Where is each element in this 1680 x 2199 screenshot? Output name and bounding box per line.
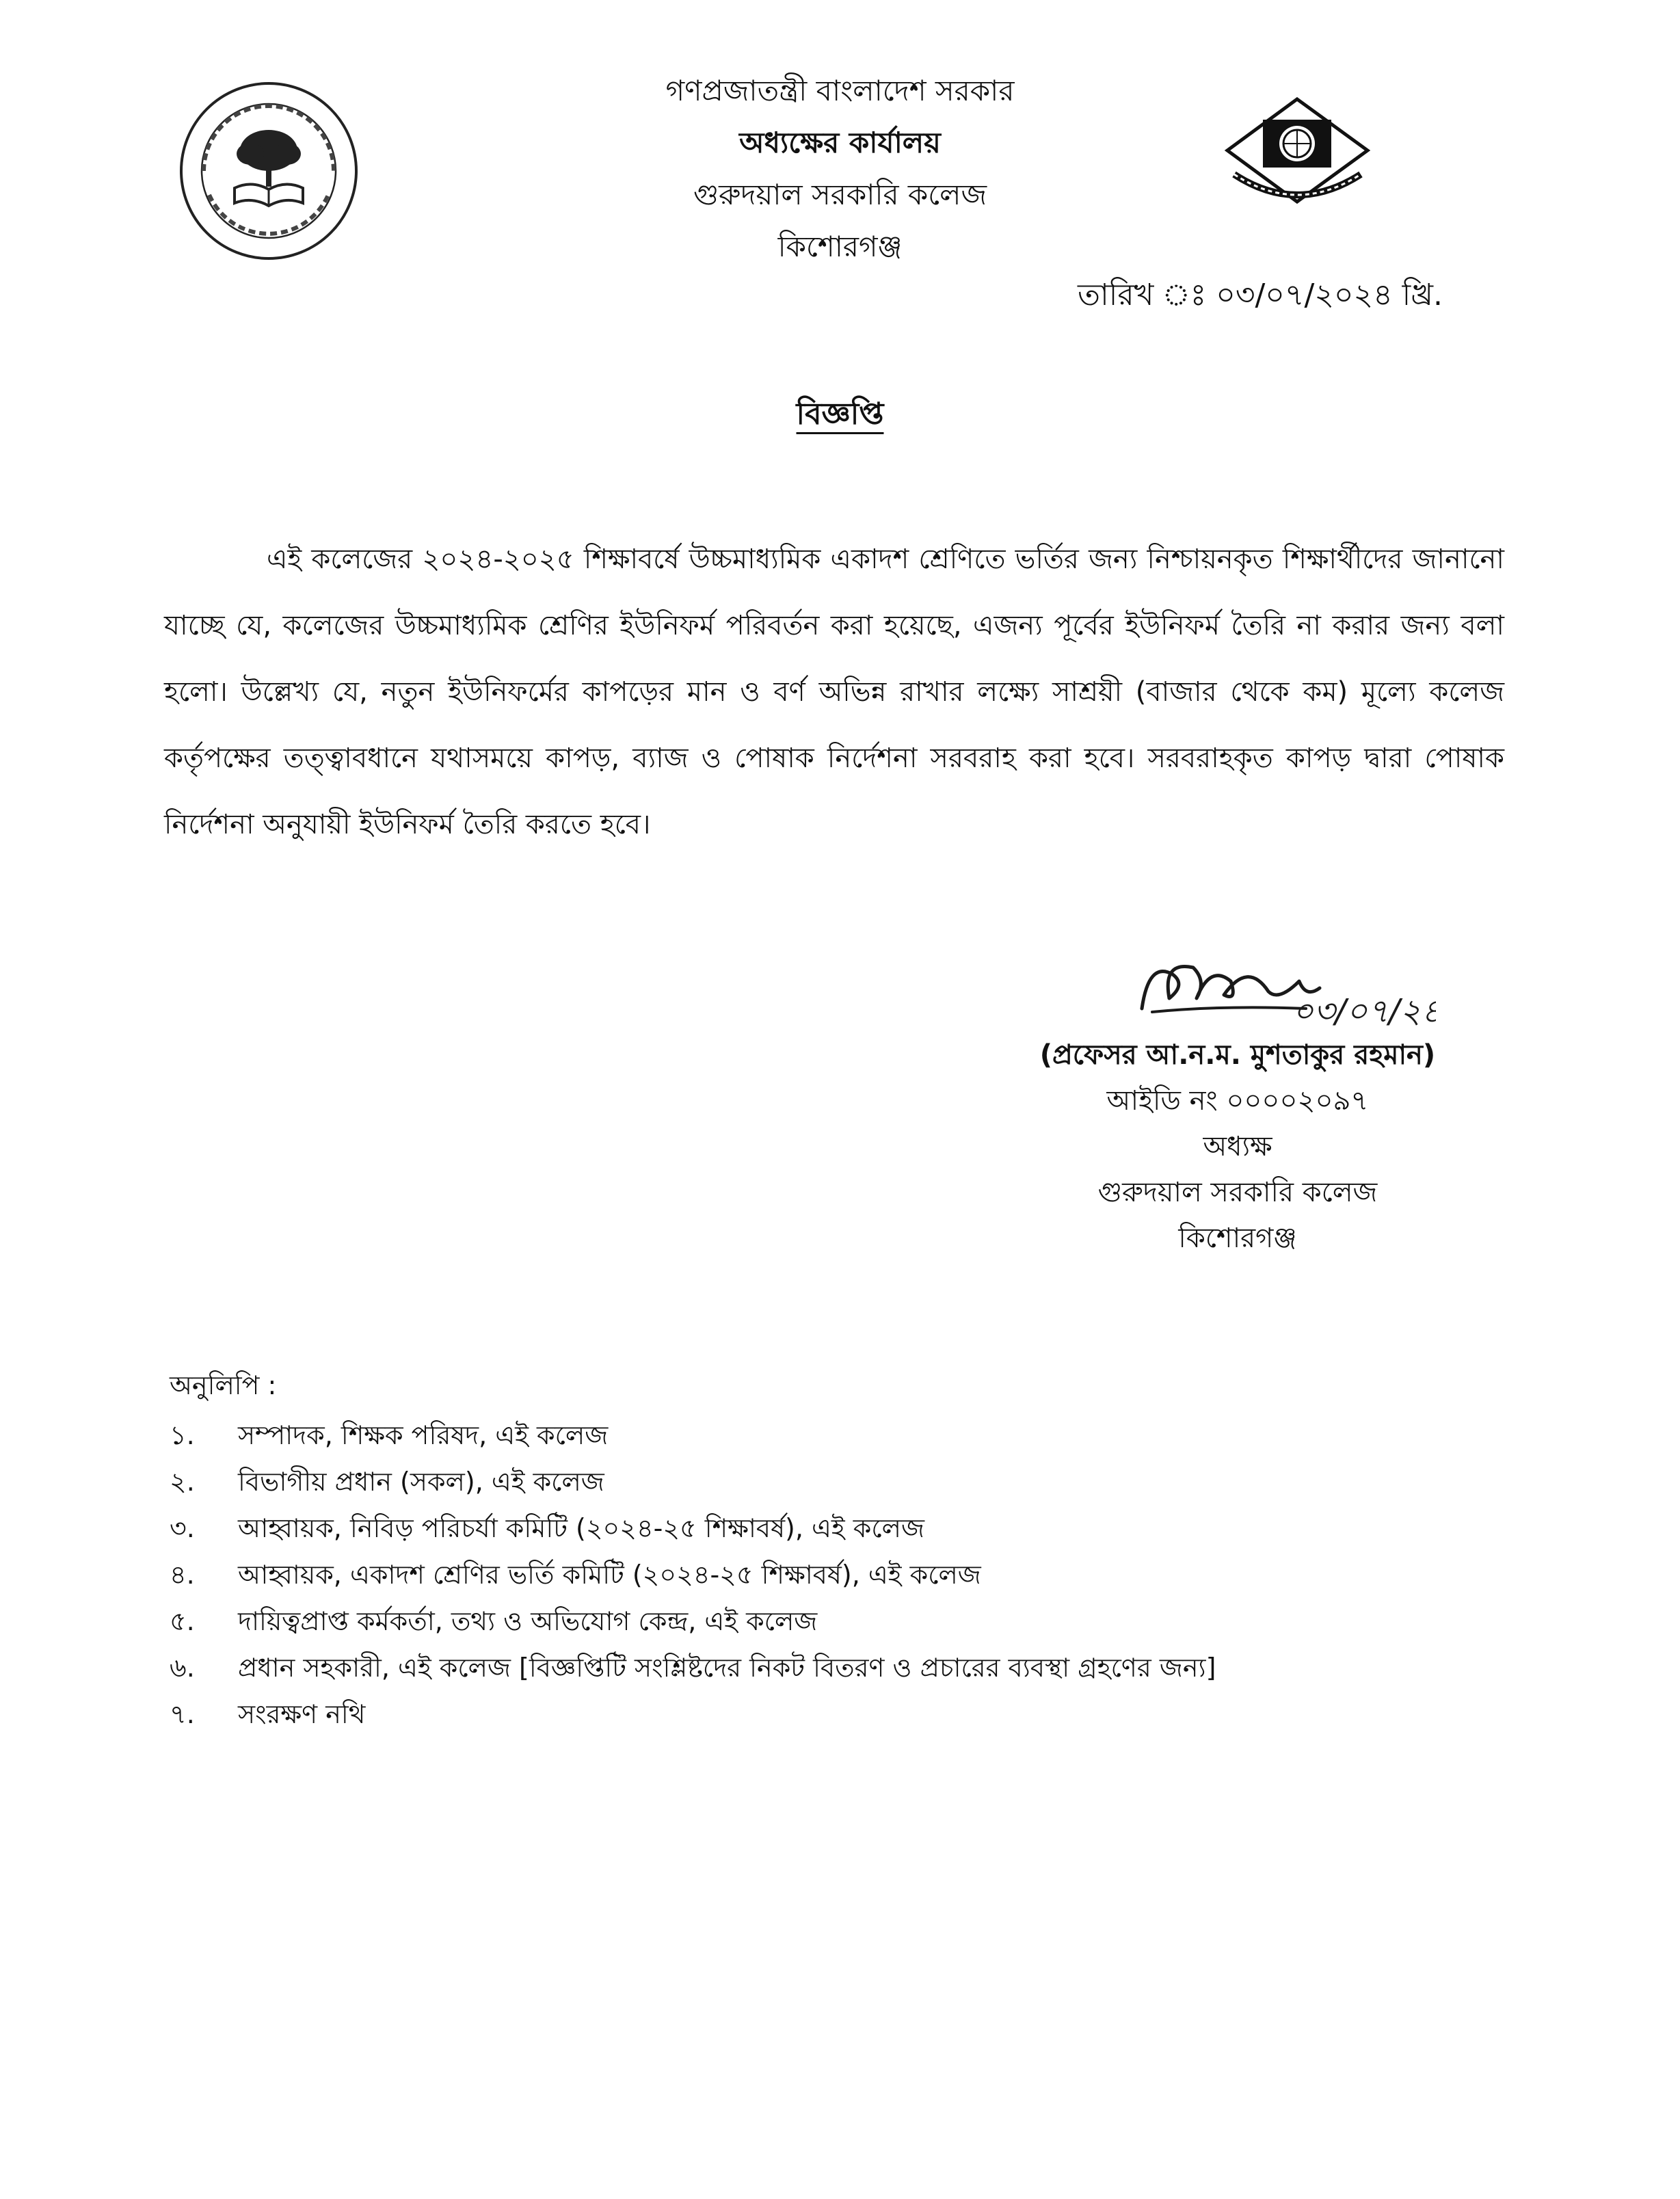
list-item	[170, 1691, 1216, 1737]
signatory-district: কিশোরগঞ্জ	[1178, 1223, 1297, 1254]
district-name: কিশোরগঞ্জ	[777, 230, 903, 263]
list-item-text: দায়িত্বপ্রাপ্ত কর্মকর্তা, তথ্য ও অভিযোগ কেন্দ্র, এই কলেজ	[238, 1606, 818, 1636]
signature-icon	[1121, 933, 1436, 1036]
list-item	[170, 1505, 1216, 1551]
list-item-text: বিভাগীয় প্রধান (সকল), এই কলেজ	[238, 1467, 604, 1497]
handwritten-signature	[1121, 933, 1436, 1036]
notice-body: এই কলেজের ২০২৪-২০২৫ শিক্ষাবর্ষে উচ্চমাধ্যমিক একাদশ শ্রেণিতে ভর্তির জন্য নিশ্চায়নকৃত শিক্ষার্থীদের জানানো যাচ্ছে যে, কলেজের উচ্চমাধ্যমিক শ্রেণির ইউনিফর্ম পরিবর্তন করা হয়েছে, এজন্য পূর্বের ইউনিফর্ম তৈরি না করার জন্য বলা হলো। উল্লেখ্য যে, নতুন ইউনিফর্মের কাপড়ের মান ও বর্ণ অভিন্ন রাখার লক্ষ্যে সাশ্রয়ী (বাজার থেকে কম) মূল্যে কলেজ কর্তৃপক্ষের তত্ত্বাবধানে যথাসময়ে কাপড়, ব্যাজ ও পোষাক নির্দেশনা সরবরাহ করা হবে। সরবরাহকৃত কাপড় দ্বারা পোষাক নির্দেশনা অনুযায়ী ইউনিফর্ম তৈরি করতে হবে।	[164, 544, 1504, 840]
signatory-designation: অধ্যক্ষ	[1203, 1131, 1272, 1162]
list-item-text: প্রধান সহকারী, এই কলেজ [বিজ্ঞপ্তিটি সংশ্লিষ্টদের নিকট বিতরণ ও প্রচারের ব্যবস্থা গ্রহণের জন্য]	[238, 1653, 1216, 1683]
list-item-text: সম্পাদক, শিক্ষক পরিষদ, এই কলেজ	[238, 1420, 609, 1450]
signatory-id: আইডি নং ০০০০২০৯৭	[1106, 1085, 1369, 1117]
list-item	[170, 1598, 1216, 1644]
list-item-number: ১.	[170, 1420, 195, 1450]
signatory-college: গুরুদয়াল সরকারি কলেজ	[1097, 1177, 1378, 1208]
list-item-text: সংরক্ষণ নথি	[238, 1699, 366, 1729]
letterhead	[0, 65, 1680, 273]
list-item	[170, 1458, 1216, 1505]
copies-title: অনুলিপি :	[170, 1370, 277, 1400]
government-name: গণপ্রজাতন্ত্রী বাংলাদেশ সরকার	[665, 74, 1015, 107]
list-item-text: আহ্বায়ক, নিবিড় পরিচর্যা কমিটি (২০২৪-২৫ শিক্ষাবর্ষ), এই কলেজ	[238, 1513, 924, 1543]
list-item-number: ২.	[170, 1467, 195, 1497]
list-item	[170, 1644, 1216, 1691]
list-item-number: ৩.	[170, 1513, 195, 1543]
copies-section	[170, 1364, 1216, 1737]
list-item	[170, 1412, 1216, 1458]
signatory-name: (প্রফেসর আ.ন.ম. মুশতাকুর রহমান)	[1039, 1039, 1436, 1071]
college-name: গুরুদয়াল সরকারি কলেজ	[693, 178, 987, 211]
handwritten-date: ০৩/০৭/২৪	[1292, 992, 1436, 1030]
list-item-number: ৪.	[170, 1560, 195, 1590]
office-name: অধ্যক্ষের কার্যালয়	[739, 126, 941, 159]
list-item-text: আহ্বায়ক, একাদশ শ্রেণির ভর্তি কমিটি (২০২৪-২৫ শিক্ষাবর্ষ), এই কলেজ	[238, 1560, 981, 1590]
signature-block	[957, 1032, 1518, 1262]
list-item-number: ৬.	[170, 1653, 195, 1683]
notice-title	[0, 391, 1680, 441]
notice-title-text: বিজ্ঞপ্তি	[796, 397, 884, 431]
list-item-number: ৫.	[170, 1606, 195, 1636]
notice-date: তারিখ ঃ ০৩/০৭/২০২৪ খ্রি.	[1077, 278, 1443, 312]
list-item-number: ৭.	[170, 1699, 195, 1729]
list-item	[170, 1551, 1216, 1598]
